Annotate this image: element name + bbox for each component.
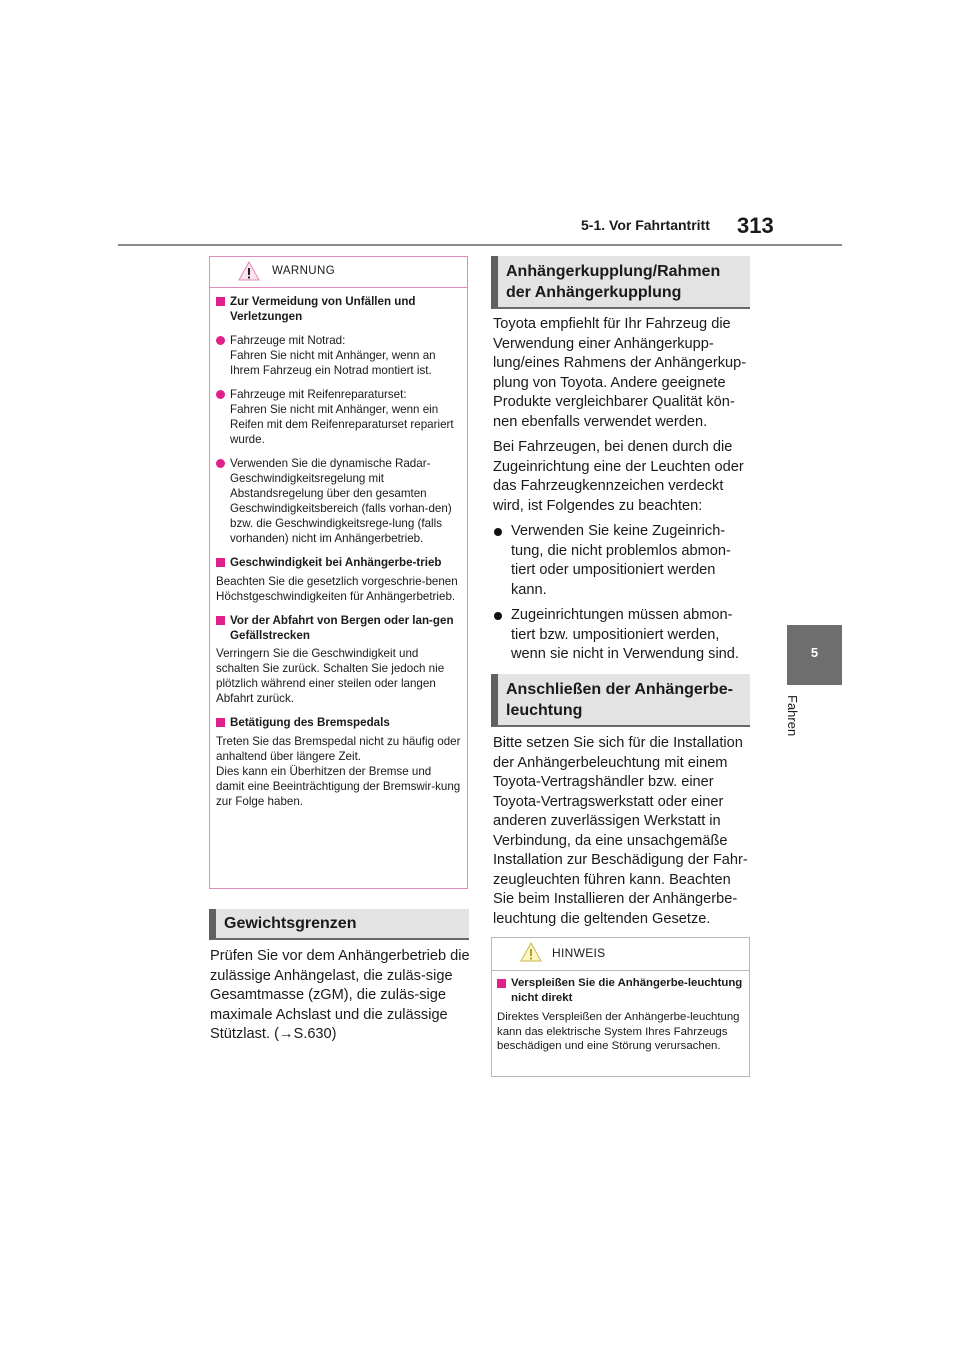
square-bullet-icon [216,718,225,727]
round-bullet-icon [216,390,225,399]
warning-header [210,257,467,288]
section-title: 5-1. Vor Fahrtantritt [581,217,710,233]
hitch-paragraph-1: Toyota empfiehlt für Ihr Fahrzeug die Verwendung einer Anhängerkupp-lung/eines Rahmens der Anhängerkup-plung von Toyota. Andere geeignete Produkte vergleichbarer Qualität kön-nen ebenfalls verwendet werden. [493,316,747,430]
chapter-tab [787,625,842,685]
notice-title: HINWEIS [552,946,606,960]
section-heading-hitch [491,256,750,309]
warning-text-speed: Beachten Sie die gesetzlich vorgeschrie-benen Höchstgeschwindigkeiten für Anhängerbetrieb. [216,575,458,603]
hitch-bullet-text: Zugeinrichtungen müssen abmon-tiert bzw. umpositioniert werden, wenn sie nicht in Verwendung sind. [511,607,739,662]
warning-text-brake: Treten Sie das Bremspedal nicht zu häufig oder anhaltend über längere Zeit. Dies kann ein Überhitzen der Bremse und damit eine Beeinträchtigung der Bremswir-kung zur Folge haben. [216,735,461,808]
header-divider [118,244,842,246]
bullet-dot-icon [494,528,502,536]
warning-box [209,256,468,889]
square-bullet-icon [216,558,225,567]
notice-box [491,937,750,1077]
warning-item-spare-wheel: Fahrzeuge mit Notrad: Fahren Sie nicht mit Anhänger, wenn an Ihrem Fahrzeug ein Notrad montiert ist. [230,334,436,377]
warning-heading-descent: Vor der Abfahrt von Bergen oder lan-gen Gefällstrecken [230,614,454,642]
section-title-weight: Gewichtsgrenzen [224,915,357,932]
square-bullet-icon [216,616,225,625]
square-bullet-icon [216,297,225,306]
weight-paragraph: Prüfen Sie vor dem Anhängerbetrieb die zulässige Anhängelast, die zuläs-sige Gesamtmasse (zGM), die zuläs-sige maximale Achslast und die zulässige Stützlast. (→S.630) [210,948,470,1042]
notice-header [492,938,749,971]
warning-body [210,288,467,809]
hitch-text [493,315,755,671]
section-heading-lighting [491,674,750,727]
warning-triangle-icon [238,261,260,281]
hitch-bullet [493,606,755,665]
warning-heading-brake: Betätigung des Bremspedals [230,716,390,729]
square-bullet-icon [497,979,506,988]
hitch-bullet-text: Verwenden Sie keine Zugeinrich-tung, die nicht problemlos abmon-tiert oder umpositioniert werden kann. [511,523,731,598]
hitch-paragraph-2: Bei Fahrzeugen, bei denen durch die Zugeinrichtung eine der Leuchten oder das Fahrzeugkennzeichen verdeckt wird, ist Folgendes zu beachten: [493,439,744,514]
warning-text-descent: Verringern Sie die Geschwindigkeit und schalten Sie zurück. Schalten Sie jedoch nie plötzlich während einer steilen oder langen Abfahrt zurück. [216,647,445,705]
warning-item-repair-kit: Fahrzeuge mit Reifenreparaturset: Fahren Sie nicht mit Anhänger, wenn ein Reifen mit dem Reifenreparaturset repariert wurde. [230,388,454,446]
section-title-hitch: Anhängerkupplung/Rahmen der Anhängerkupplung [506,263,721,301]
round-bullet-icon [216,336,225,345]
section-title-lighting: Anschließen der Anhängerbe-leuchtung [506,681,733,719]
section-heading-weight [209,909,469,940]
warning-item-cruise-control: Verwenden Sie die dynamische Radar-Geschwindigkeitsregelung mit Abstandsregelung über den gesamten Geschwindigkeitsbereich (falls vorhan-den) bzw. die Geschwindigkeitsrege-lung (falls vorhanden) nicht im Anhängerbetrieb. [230,457,452,545]
round-bullet-icon [216,459,225,468]
hitch-bullet [493,522,755,600]
chapter-number: 5 [810,645,819,660]
chapter-name: Fahren [785,695,800,737]
caution-triangle-icon [520,942,542,962]
lighting-paragraph: Bitte setzen Sie sich für die Installation der Anhängerbeleuchtung mit einem Toyota-Vertragshändler bzw. einer Toyota-Vertragswerkstatt oder einer anderen zuverlässigen Werkstatt in Verbindung, da eine unsachgemäße Installation zur Beschädigung der Fahr-zeugleuchten führen kann. Beachten Sie beim Installieren der Anhängerbe-leuchtung die geltenden Gesetze. [493,735,748,927]
notice-body [492,971,749,1054]
warning-title: WARNUNG [272,265,336,277]
warning-heading-speed: Geschwindigkeit bei Anhängerbe-trieb [230,556,442,569]
notice-text: Direktes Verspleißen der Anhängerbe-leuchtung kann das elektrische System Ihres Fahrzeugs beschädigen und eine Störung verursachen. [497,1011,740,1052]
lighting-text [493,734,755,935]
chapter-label [778,695,808,745]
weight-text [210,947,472,1051]
page-number: 313 [737,213,774,238]
bullet-dot-icon [494,612,502,620]
notice-heading: Verspleißen Sie die Anhängerbe-leuchtung nicht direkt [511,977,743,1004]
warning-heading-accidents: Zur Vermeidung von Unfällen und Verletzungen [230,295,416,323]
